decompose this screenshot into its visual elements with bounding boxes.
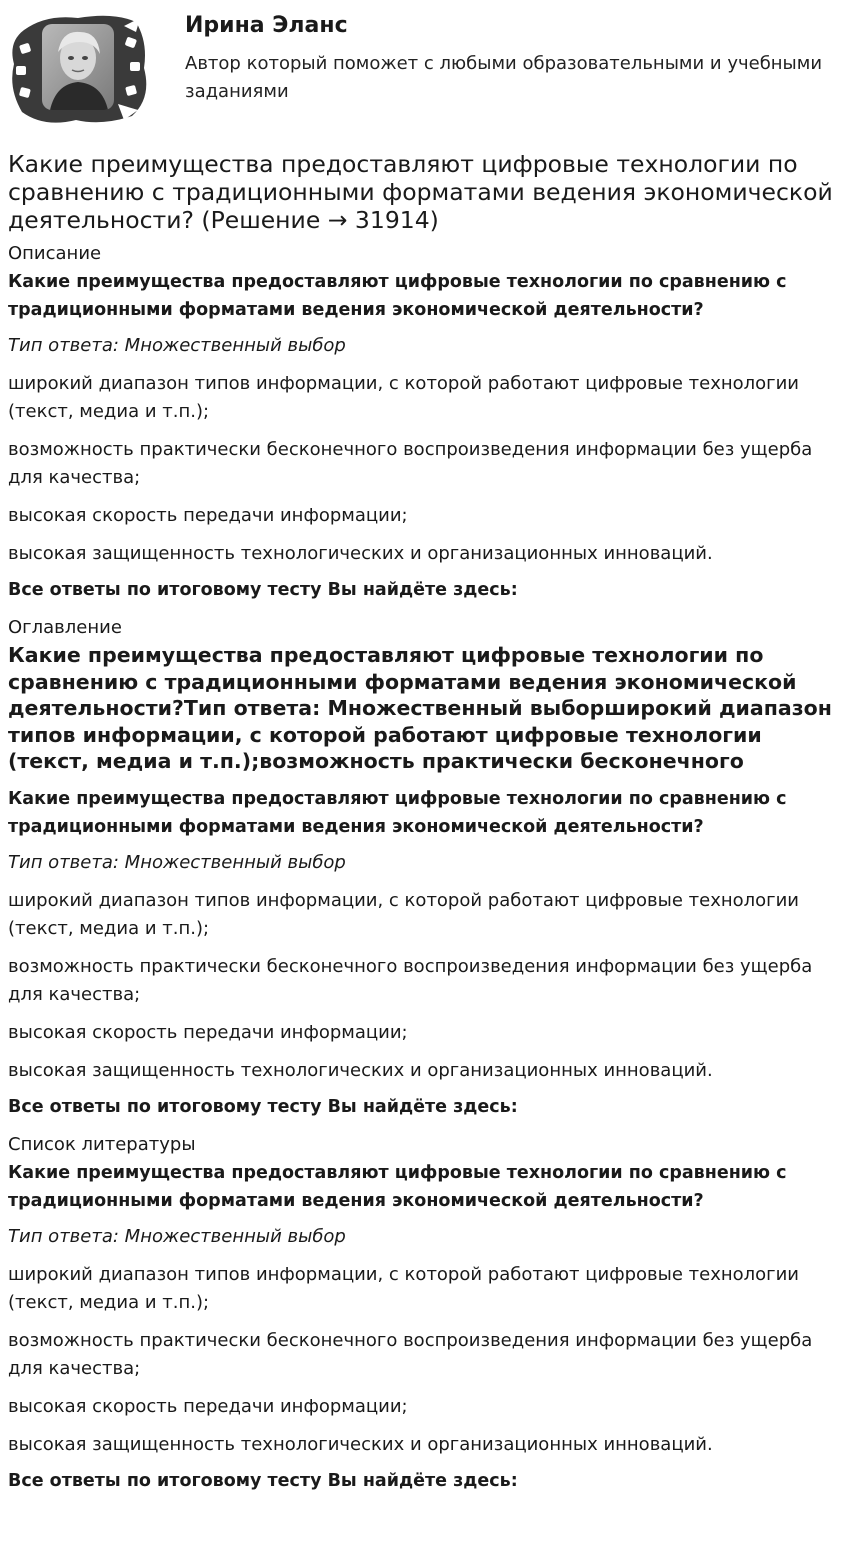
contents-heading: Какие преимущества предоставляют цифровые технологии по сравнению с традиционными форматами ведения экономической деятельности?Тип ответа: Множественный выборширокий диапазон типов информации, с которой работают цифровые технологии (текст, медиа и т.п.);возможность практически бесконечного <box>8 643 832 773</box>
all-answers-note: Все ответы по итоговому тесту Вы найдёте здесь: <box>8 1470 518 1491</box>
section-label: Описание <box>8 243 102 264</box>
avatar <box>6 8 152 128</box>
section-label: Оглавление <box>8 617 122 638</box>
all-answers-note: Все ответы по итоговому тесту Вы найдёте здесь: <box>8 1096 518 1117</box>
author-name: Ирина Эланс <box>185 13 348 38</box>
page-title: Какие преимущества предоставляют цифровые технологии по сравнению с традиционными форматами ведения экономической деятельности? (Решение → 31914) <box>8 150 833 234</box>
answer-type: Тип ответа: Множественный выбор <box>8 335 346 356</box>
section-description <box>8 242 840 602</box>
answer-option: высокая защищенность технологических и организационных инноваций. <box>8 543 713 564</box>
answer-option: высокая защищенность технологических и организационных инноваций. <box>8 1059 713 1081</box>
answer-type: Тип ответа: Множественный выбор <box>8 851 346 873</box>
film-frame-avatar-icon <box>6 8 152 128</box>
answer-option: высокая скорость передачи информации; <box>8 1395 408 1417</box>
answer-type: Тип ответа: Множественный выбор <box>8 1225 346 1247</box>
answer-option: высокая скорость передачи информации; <box>8 1021 408 1043</box>
author-description: Автор который поможет с любыми образовательными и учебными заданиями <box>185 53 823 102</box>
answer-option: широкий диапазон типов информации, с которой работают цифровые технологии (текст, медиа и т.п.); <box>8 1263 799 1313</box>
answer-option: возможность практически бесконечного воспроизведения информации без ущерба для качества; <box>8 439 813 488</box>
question-text: Какие преимущества предоставляют цифровые технологии по сравнению с традиционными форматами ведения экономической деятельности? <box>8 272 787 320</box>
content <box>8 150 840 1507</box>
question-text: Какие преимущества предоставляют цифровые технологии по сравнению с традиционными форматами ведения экономической деятельности? <box>8 788 787 837</box>
answer-option: возможность практически бесконечного воспроизведения информации без ущерба для качества; <box>8 1329 813 1379</box>
author-block <box>0 0 847 140</box>
section-label: Список литературы <box>8 1133 196 1155</box>
question-text: Какие преимущества предоставляют цифровые технологии по сравнению с традиционными форматами ведения экономической деятельности? <box>8 1162 787 1211</box>
answer-option: возможность практически бесконечного воспроизведения информации без ущерба для качества; <box>8 955 813 1005</box>
answer-option: широкий диапазон типов информации, с которой работают цифровые технологии (текст, медиа и т.п.); <box>8 889 799 939</box>
section-contents <box>8 616 840 1119</box>
all-answers-note: Все ответы по итоговому тесту Вы найдёте здесь: <box>8 580 518 600</box>
answer-option: широкий диапазон типов информации, с которой работают цифровые технологии (текст, медиа и т.п.); <box>8 373 799 422</box>
answer-option: высокая защищенность технологических и организационных инноваций. <box>8 1433 713 1455</box>
answer-option: высокая скорость передачи информации; <box>8 505 408 526</box>
section-bibliography <box>8 1133 840 1493</box>
